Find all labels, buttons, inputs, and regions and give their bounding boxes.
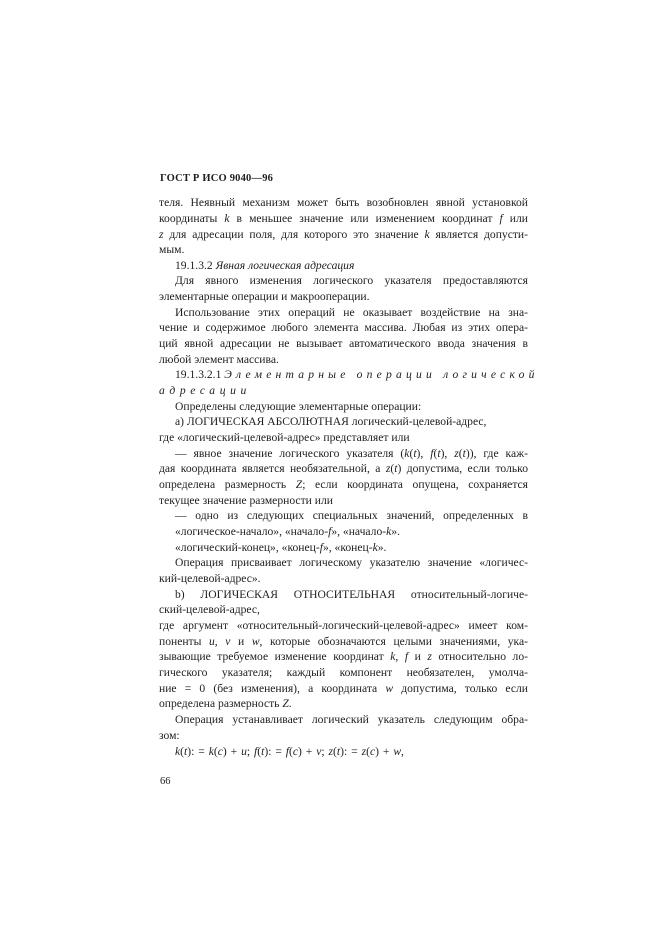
page-number: 66: [160, 776, 171, 787]
text-line: Операция устанавливает логический указатель следующим обра-: [175, 713, 528, 726]
text-line: ние = 0 (без изменения), а координата w допустима, только если: [159, 682, 528, 695]
formula-line: k(t): = k(c) + u; f(t): = f(c) + v; z(t): = z(c) + w,: [175, 745, 404, 758]
text-line: — одно из следующих специальных значений, определенных в: [175, 509, 528, 522]
text-line: Для явного изменения логического указателя предоставляются: [175, 274, 528, 287]
list-item: а) ЛОГИЧЕСКАЯ АБСОЛЮТНАЯ логический-целевой-адрес,: [175, 415, 487, 428]
text-line: где «логический-целевой-адрес» представляет или: [159, 431, 410, 444]
text-line: ский-целевой-адрес,: [159, 603, 260, 616]
text-line: ций явной адресации не вызывает автоматического ввода значения в: [159, 337, 528, 350]
text-line: любой элемент массива.: [159, 353, 279, 366]
text-line: где аргумент «относительный-логический-целевой-адрес» имеет ком-: [159, 619, 528, 632]
text-line: зом:: [159, 729, 180, 742]
text-line: z для адресации поля, для которого это значение k является допусти-: [159, 228, 528, 241]
text-line: чение и содержимое любого элемента массива. Любая из этих опера-: [159, 321, 528, 334]
text-line: Определены следующие элементарные операции:: [175, 400, 422, 413]
text-line: Использование этих операций не оказывает воздействие на зна-: [175, 306, 528, 319]
text-line: Операция присваивает логическому указателю значение «логичес-: [175, 556, 528, 569]
text-line: зывающие требуемое изменение координат k, f и z относительно ло-: [159, 650, 528, 663]
section-heading: 19.1.3.2 Явная логическая адресация: [175, 259, 355, 272]
section-heading-cont: адресации: [159, 384, 251, 397]
text-line: определена размерность Z.: [159, 697, 292, 710]
text-line: текущее значение размерности или: [159, 494, 333, 507]
text-line: «логический-конец», «конец-f», «конец-k».: [175, 541, 387, 554]
text-line: — явное значение логического указателя (k(t), f(t), z(t)), где каж-: [175, 447, 528, 460]
page-header: ГОСТ Р ИСО 9040—96: [160, 173, 274, 184]
text-line: теля. Неявный механизм может быть возобновлен явной установкой: [159, 196, 528, 209]
section-heading: 19.1.3.2.1 Элементарные операции логической: [175, 368, 539, 381]
text-line: элементарные операции и макрооперации.: [159, 290, 370, 303]
text-line: мым.: [159, 243, 185, 256]
text-line: «логическое-начало», «начало-f», «начало-k».: [175, 525, 400, 538]
list-item: b) ЛОГИЧЕСКАЯ ОТНОСИТЕЛЬНАЯ относительный-логиче-: [175, 588, 528, 601]
text-line: кий-целевой-адрес».: [159, 572, 261, 585]
text-line: определена размерность Z; если координата опущена, сохраняется: [159, 478, 529, 491]
text-line: поненты u, v и w, которые обозначаются целыми значениями, ука-: [159, 635, 528, 648]
text-line: гического указателя; каждый компонент необязателен, умолча-: [159, 666, 528, 679]
text-line: координаты k в меньшее значение или изменением координат f или: [159, 212, 528, 225]
text-line: дая координата является необязательной, а z(t) допустима, если только: [159, 462, 528, 475]
